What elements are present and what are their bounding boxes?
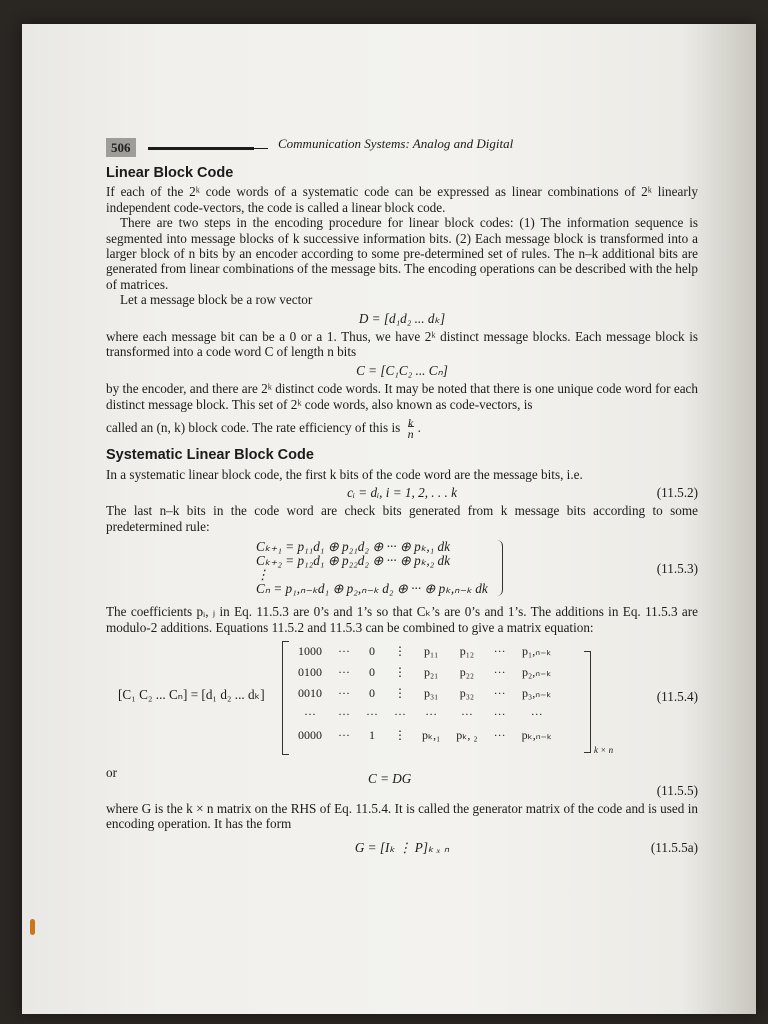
matrix-cell: 0000	[298, 727, 322, 742]
paragraph: The last n–k bits in the code word are check bits generated from k message bits according to some predetermined rule:	[106, 503, 698, 534]
paragraph-rate: called an (n, k) block code. The rate efficiency of this is k n .	[106, 416, 421, 442]
or-line	[106, 764, 698, 786]
right-brace	[496, 540, 503, 596]
matrix-cell: 0010	[298, 685, 322, 700]
matrix-cell: ···	[366, 706, 378, 721]
matrix-cell: ···	[338, 706, 350, 721]
matrix-cell: p₁₁	[423, 643, 439, 658]
section-heading-systematic: Systematic Linear Block Code	[106, 447, 314, 464]
matrix-row	[290, 662, 560, 683]
matrix-lhs: [C₁ C₂ ... Cₙ] = [d₁ d₂ ... dₖ]	[118, 686, 265, 702]
rate-fraction	[408, 418, 414, 440]
matrix-cell: ···	[530, 706, 543, 721]
paragraph: There are two steps in the encoding procedure for linear block codes: (1) The information sequence is segmented into message blocks of k successive information bits. (2) Each message block is transformed into a larger block of n bits by an encoder according to some pre-determined set of rules. The n–k additional bits are generated from linear combinations of the message bits. The encoding operations can be described with the help of matrices.	[106, 215, 698, 292]
equation-number: (11.5.5a)	[650, 839, 698, 855]
matrix-right-bracket	[584, 651, 591, 753]
book-page	[22, 24, 756, 1014]
matrix-cell: p₁,ₙ₋ₖ	[522, 643, 552, 658]
equation-line: ⋮	[256, 567, 270, 583]
equation-G: G = [Iₖ ⋮ P]ₖ ₓ ₙ	[354, 839, 450, 855]
equation-11-5-2: cᵢ = dᵢ, i = 1, 2, . . . k	[347, 484, 457, 500]
paragraph: The coefficients pᵢ, ⱼ in Eq. 11.5.3 are 0’s and 1’s so that Cₖ’s are 0’s and 1’s. The additions in Eq. 11.5.3 are modulo-2 additions. Equations 11.5.2 and 11.5.3 can be combined to give a matrix equation:	[106, 604, 698, 635]
matrix-cell: ···	[338, 727, 350, 742]
matrix-cell: ···	[425, 706, 438, 721]
book-title: Communication Systems: Analog and Digital	[278, 136, 514, 151]
matrix-row	[290, 725, 560, 746]
header-rule-thin	[254, 148, 268, 149]
section-heading-linear-block-code: Linear Block Code	[106, 165, 234, 181]
matrix-cell: p₃₁	[423, 685, 439, 700]
equation-C-DG: C = DG	[368, 770, 412, 786]
header-rule	[148, 147, 254, 150]
matrix-cell: ···	[338, 643, 350, 658]
matrix-cell: 1000	[298, 643, 322, 658]
paragraph: Let a message block be a row vector	[120, 292, 313, 308]
matrix-subscript: k × n	[594, 744, 614, 755]
matrix-cell: ···	[493, 664, 506, 679]
matrix-cell: 1	[369, 727, 375, 742]
or-word: or	[106, 764, 117, 780]
matrix-cell: p₁₂	[459, 643, 475, 658]
matrix-cell: ···	[304, 706, 316, 721]
rate-text: called an (n, k) block code. The rate efficiency of this is	[106, 420, 401, 436]
generator-matrix-equation	[106, 639, 698, 761]
matrix-cell: ⋮	[394, 664, 406, 679]
equation-line: Cₙ = p₁,ₙ₋ₖd₁ ⊕ p₂,ₙ₋ₖ d₂ ⊕ ··· ⊕ pₖ,ₙ₋ₖ dk	[256, 581, 488, 597]
equation-D: D = [d₁d₂ ... dₖ]	[358, 310, 446, 326]
matrix-row	[290, 641, 560, 662]
page-edge-mark	[30, 919, 35, 935]
page-content	[106, 128, 698, 858]
matrix-cell: ⋮	[394, 727, 406, 742]
matrix-cell: 0100	[298, 664, 322, 679]
equation-C: C = [C₁C₂ ... Cₙ]	[356, 362, 448, 378]
running-header	[106, 128, 698, 160]
matrix-cell: p₂,ₙ₋ₖ	[522, 664, 552, 679]
check-bit-equations	[256, 540, 698, 598]
paragraph: In a systematic linear block code, the first k bits of the code word are the message bits, i.e.	[106, 466, 583, 482]
matrix-row	[290, 704, 560, 725]
matrix-cell: pₖ,ₙ₋ₖ	[521, 727, 552, 742]
matrix-cell: ···	[493, 706, 506, 721]
equation-number: (11.5.4)	[656, 688, 698, 704]
matrix-cell: ···	[493, 727, 506, 742]
matrix-cell: ···	[460, 706, 473, 721]
matrix-cell: ···	[493, 685, 506, 700]
equation-11-5-5-row	[106, 783, 698, 801]
matrix-cell: 0	[369, 685, 375, 700]
equation-number: (11.5.3)	[656, 561, 698, 577]
matrix-cell: pₖ, ₂	[456, 727, 478, 742]
matrix-cell: 0	[369, 643, 375, 658]
matrix-cell: ···	[394, 706, 406, 721]
equation-line: Cₖ₊₁ = p₁₁d₁ ⊕ p₂₁d₂ ⊕ ··· ⊕ pₖ,₁ dk	[256, 539, 450, 555]
matrix-row	[290, 683, 560, 704]
matrix-cell: pₖ,₁	[422, 727, 441, 742]
equation-number: (11.5.2)	[656, 484, 698, 500]
matrix-cell: 0	[369, 664, 375, 679]
equation-number: (11.5.5)	[656, 782, 698, 798]
paragraph: by the encoder, and there are 2ᵏ distinct code words. It may be noted that there is one unique code word for each distinct message block. This set of 2ᵏ code words, also known as code-vectors, is	[106, 381, 698, 412]
paragraph: where G is the k × n matrix on the RHS of Eq. 11.5.4. It is called the generator matrix of the code and is used in encoding operation. It has the form	[106, 800, 698, 832]
matrix-left-bracket	[282, 641, 289, 755]
matrix-cell: ⋮	[394, 685, 406, 700]
page-number: 506	[106, 138, 136, 157]
equation-line: Cₖ₊₂ = p₁₂d₁ ⊕ p₂₂d₂ ⊕ ··· ⊕ pₖ,₂ dk	[256, 553, 450, 569]
matrix-cell: p₂₁	[423, 664, 439, 679]
matrix-cell: ⋮	[394, 643, 406, 658]
paragraph: where each message bit can be a 0 or a 1. Thus, we have 2ᵏ distinct message blocks. Each message block is transformed into a code word C of length n bits	[106, 329, 698, 360]
fraction-denominator: n	[407, 427, 414, 442]
matrix-cell: ···	[338, 664, 350, 679]
fraction-numerator: k	[407, 416, 414, 431]
matrix-cell: p₃₂	[459, 685, 475, 700]
equation-G-row	[106, 840, 698, 855]
matrix	[290, 641, 560, 746]
matrix-cell: ···	[338, 685, 350, 700]
matrix-cell: p₃,ₙ₋ₖ	[522, 685, 552, 700]
paragraph: If each of the 2ᵏ code words of a systematic code can be expressed as linear combinations of 2ᵏ linearly independent code-vectors, the code is called a linear block code.	[106, 184, 698, 215]
equation-11-5-2-row	[106, 485, 698, 500]
matrix-cell: ···	[493, 643, 506, 658]
matrix-cell: p₂₂	[459, 664, 475, 679]
